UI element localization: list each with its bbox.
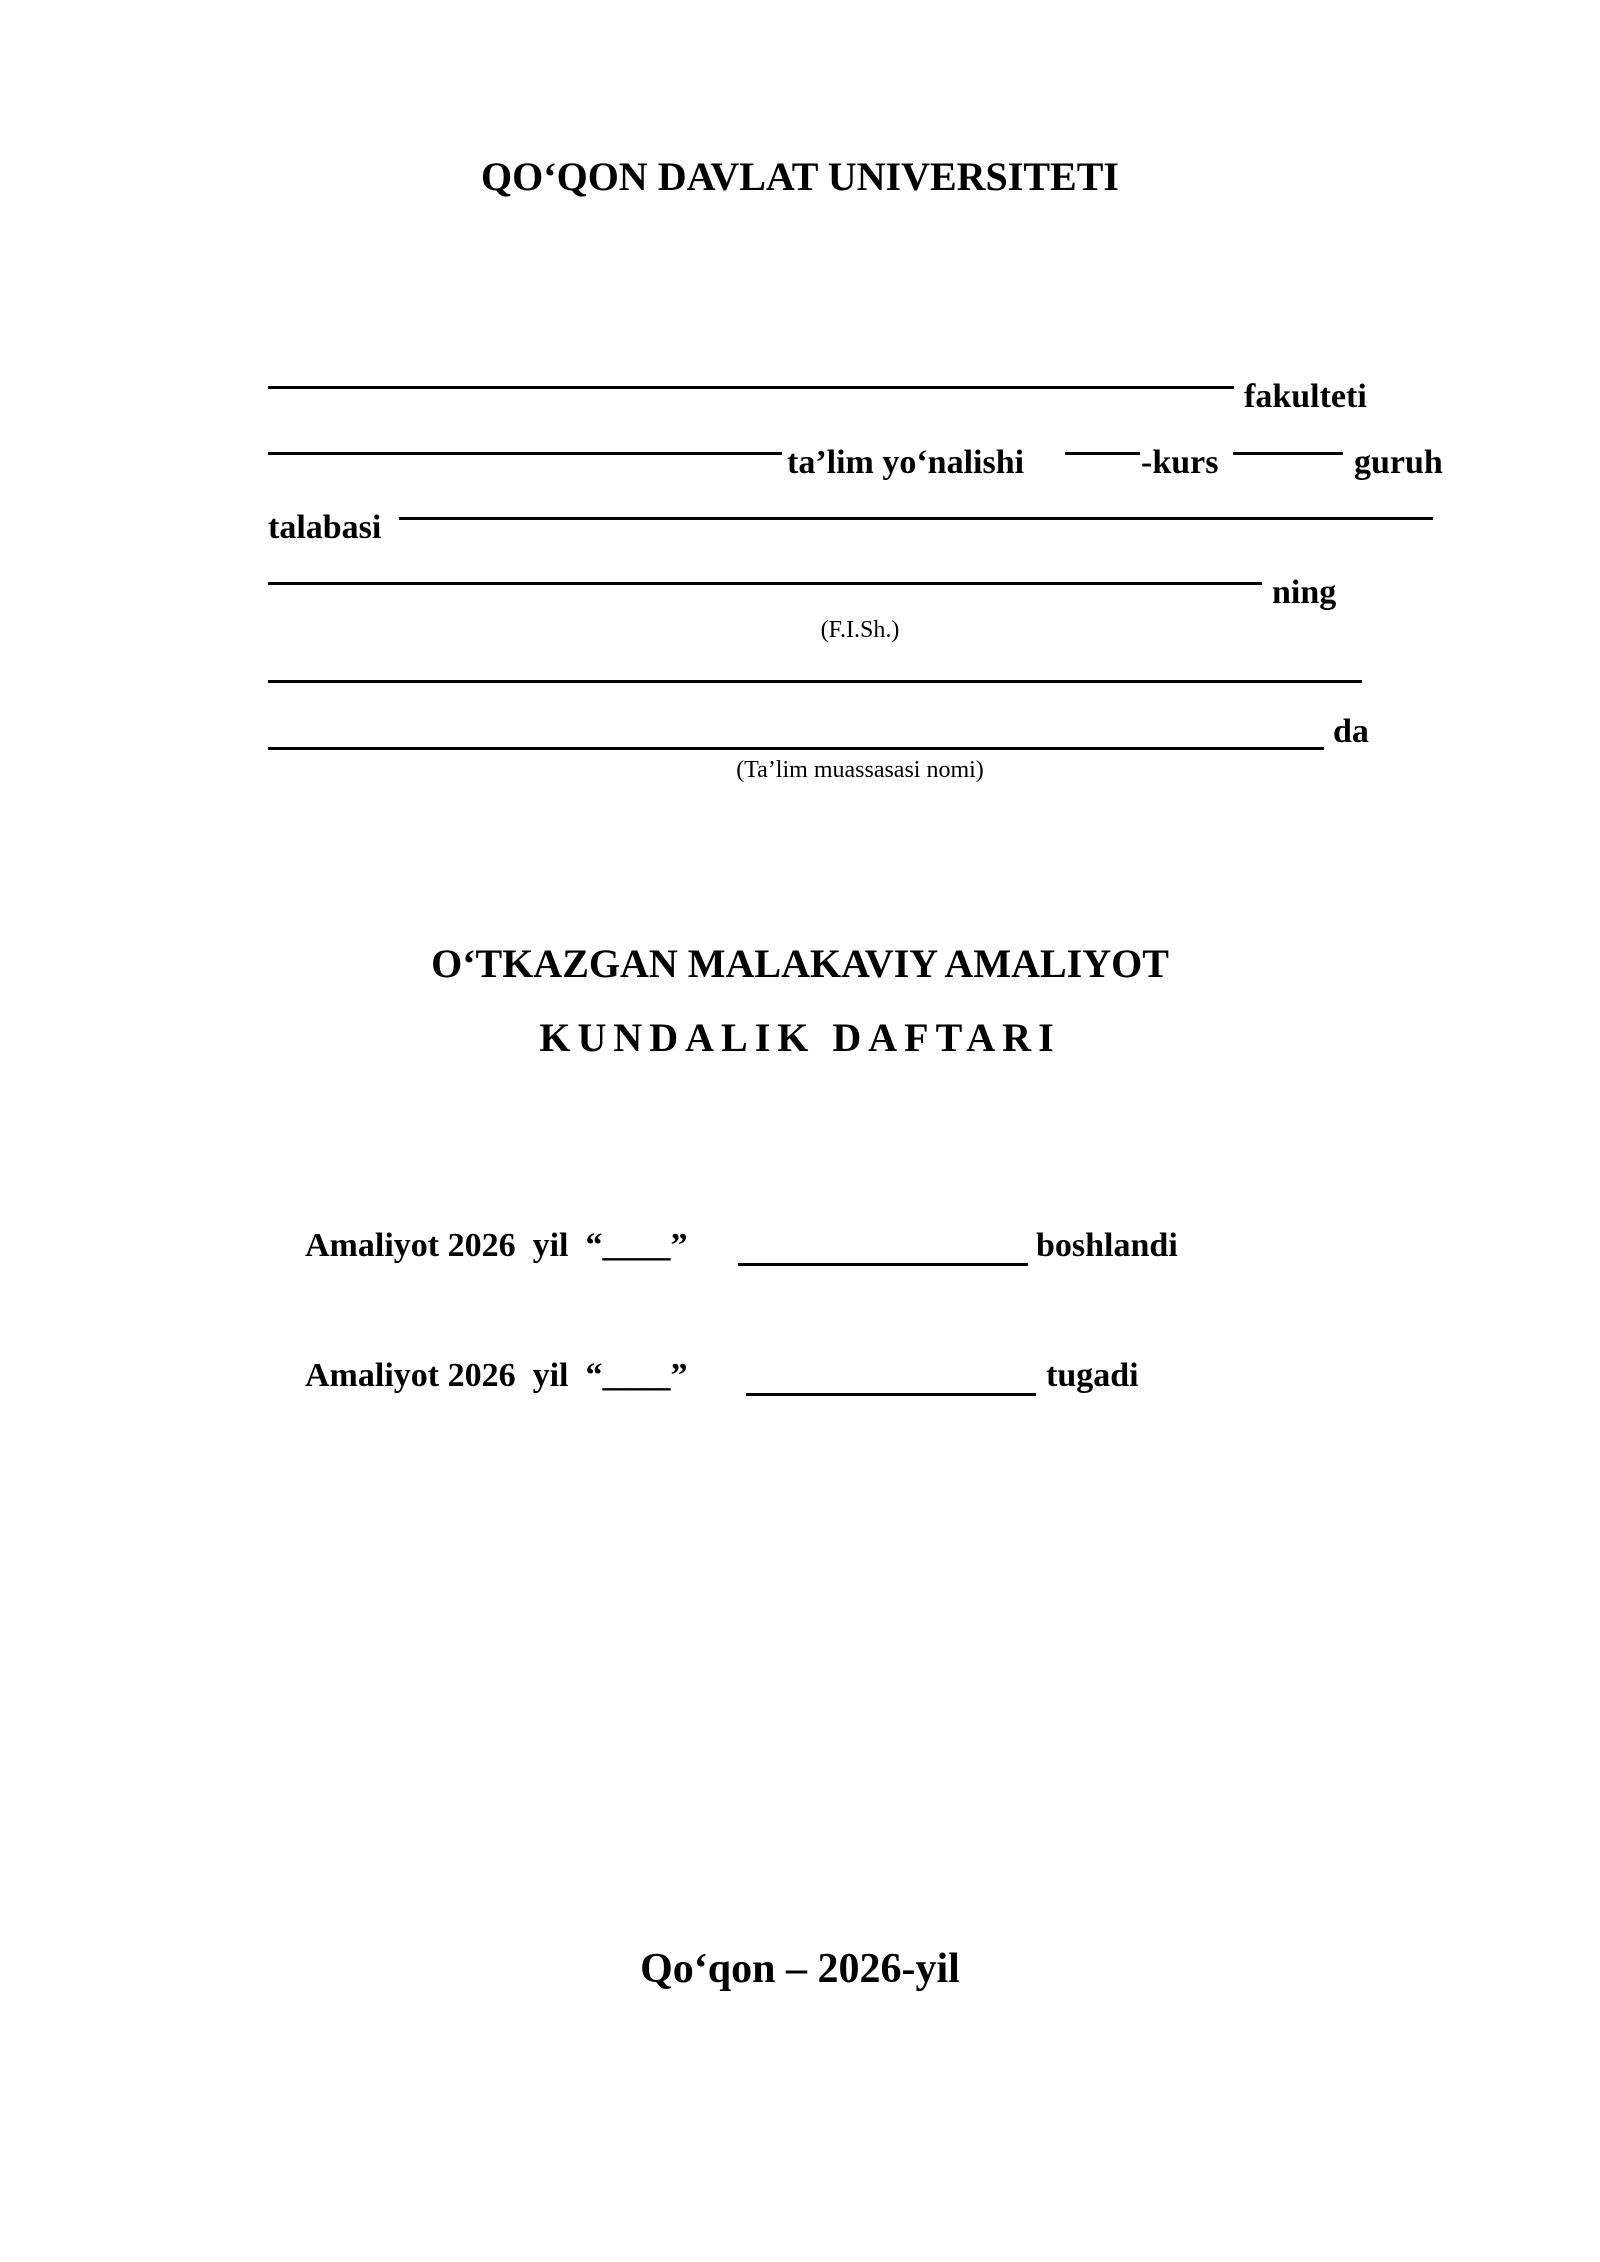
city-year-footer: Qo‘qon – 2026-yil <box>640 1946 960 1992</box>
course-blank[interactable] <box>1065 452 1140 455</box>
start-suffix: boshlandi <box>1036 1227 1178 1264</box>
end-suffix: tugadi <box>1046 1357 1139 1394</box>
institution-blank-2[interactable] <box>268 747 1324 750</box>
direction-blank[interactable] <box>268 452 782 455</box>
full-name-blank[interactable] <box>268 582 1262 585</box>
institution-caption: (Ta’lim muassasasi nomi) <box>736 757 984 783</box>
group-blank[interactable] <box>1233 452 1343 455</box>
end-date-line <box>305 1356 687 1396</box>
student-label: talabasi <box>268 509 382 546</box>
document-title: O‘TKAZGAN MALAKAVIY AMALIYOT <box>431 941 1169 986</box>
direction-label: ta’lim yo‘nalishi <box>787 444 1025 481</box>
end-day-blank[interactable]: “____” <box>585 1357 688 1394</box>
da-label: da <box>1333 713 1369 750</box>
faculty-label: fakulteti <box>1244 378 1367 415</box>
end-prefix: Amaliyot 2026 yil <box>305 1357 569 1394</box>
start-month-blank[interactable] <box>738 1263 1028 1266</box>
document-subtitle: KUNDALIK DAFTARI <box>539 1015 1061 1060</box>
start-date-line <box>305 1226 687 1266</box>
student-blank[interactable] <box>399 517 1433 520</box>
ning-label: ning <box>1272 574 1337 611</box>
fish-caption: (F.I.Sh.) <box>820 617 900 643</box>
end-month-blank[interactable] <box>746 1393 1036 1396</box>
group-label: guruh <box>1354 444 1443 481</box>
start-day-blank[interactable]: “____” <box>585 1227 688 1264</box>
start-prefix: Amaliyot 2026 yil <box>305 1227 569 1264</box>
course-label: -kurs <box>1141 444 1219 481</box>
institution-blank-1[interactable] <box>268 680 1362 683</box>
university-title: QO‘QON DAVLAT UNIVERSITETI <box>481 154 1119 199</box>
faculty-blank[interactable] <box>268 386 1234 389</box>
